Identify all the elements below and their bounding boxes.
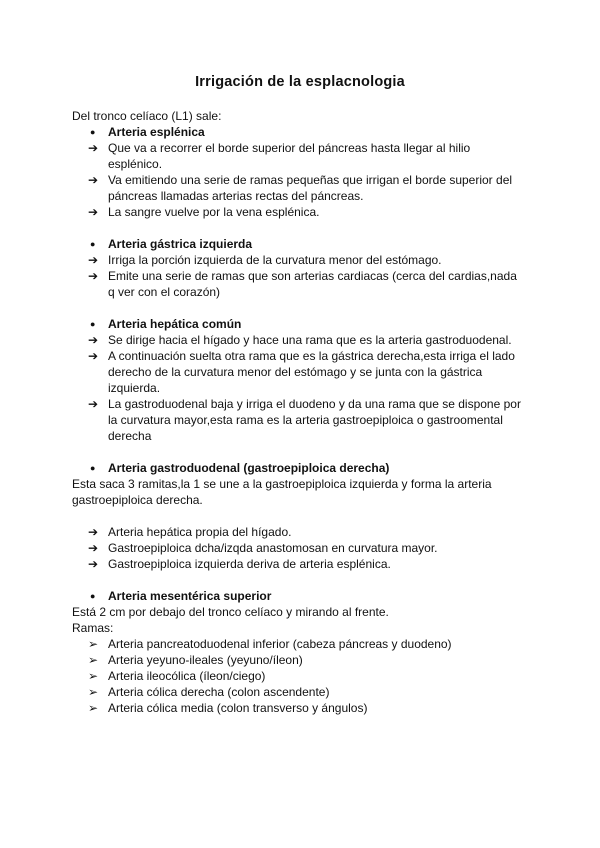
arrow-icon: ➔ (88, 525, 99, 539)
bullet-icon: ● (90, 127, 96, 137)
list-item: Que va a recorrer el borde superior del páncreas hasta llegar al hilio esplénico. (108, 141, 471, 171)
list-item: Arteria hepática propia del hígado. (108, 525, 292, 539)
bullet-icon: ● (90, 591, 96, 601)
arrow-icon: ➔ (88, 397, 99, 411)
bullet-icon: ● (90, 319, 96, 329)
list-item: Arteria ileocólica (íleon/ciego) (108, 669, 266, 683)
bullet-icon: ● (90, 239, 96, 249)
page-title: Irrigación de la esplacnologia (195, 74, 405, 90)
section-heading: Arteria mesentérica superior (108, 589, 272, 603)
bullet-icon: ● (90, 463, 96, 473)
intro-text: Del tronco celíaco (L1) sale: (72, 109, 222, 123)
arrow-icon: ➔ (88, 333, 99, 347)
list-item: La sangre vuelve por la vena esplénica. (108, 205, 320, 219)
section-heading: Arteria esplénica (108, 125, 205, 139)
arrow-icon: ➔ (88, 269, 99, 283)
section-heading: Arteria gastroduodenal (gastroepiploica derecha) (108, 461, 390, 475)
triangle-arrow-icon: ➢ (88, 701, 99, 715)
list-item: Arteria cólica derecha (colon ascendente) (108, 685, 330, 699)
triangle-arrow-icon: ➢ (88, 653, 99, 667)
arrow-icon: ➔ (88, 541, 99, 555)
arrow-icon: ➔ (88, 253, 99, 267)
list-item: Irriga la porción izquierda de la curvatura menor del estómago. (108, 253, 442, 267)
list-item: A continuación suelta otra rama que es la gástrica derecha,esta irriga el lado derecho de la curvatura menor del estómago y se junta con la gástrica izquierda. (108, 349, 515, 395)
list-item: Va emitiendo una serie de ramas pequeñas que irrigan el borde superior del páncreas llamadas arterias rectas del páncreas. (108, 173, 513, 203)
list-item: La gastroduodenal baja y irriga el duodeno y da una rama que se dispone por la curvatura mayor,esta rama es la arteria gastroepiploica o gastroomental derecha (108, 397, 521, 443)
arrow-icon: ➔ (88, 173, 99, 187)
section-heading: Arteria hepática común (108, 317, 242, 331)
list-item: Arteria cólica media (colon transverso y ángulos) (108, 701, 368, 715)
arrow-icon: ➔ (88, 349, 99, 363)
paragraph-text: Esta saca 3 ramitas,la 1 se une a la gastroepiploica izquierda y forma la arteria gastroepiploica derecha. (72, 477, 492, 507)
arrow-icon: ➔ (88, 557, 99, 571)
triangle-arrow-icon: ➢ (88, 669, 99, 683)
list-item: Emite una serie de ramas que son arterias cardiacas (cerca del cardias,nada q ver con el corazón) (108, 269, 517, 299)
triangle-arrow-icon: ➢ (88, 637, 99, 651)
triangle-arrow-icon: ➢ (88, 685, 99, 699)
list-item: Arteria pancreatoduodenal inferior (cabeza páncreas y duodeno) (108, 637, 452, 651)
list-item: Gastroepiploica dcha/izqda anastomosan en curvatura mayor. (108, 541, 438, 555)
arrow-icon: ➔ (88, 205, 99, 219)
list-item: Se dirige hacia el hígado y hace una rama que es la arteria gastroduodenal. (108, 333, 512, 347)
list-item: Arteria yeyuno-ileales (yeyuno/íleon) (108, 653, 303, 667)
paragraph-text: Está 2 cm por debajo del tronco celíaco y mirando al frente. Ramas: (72, 605, 389, 635)
list-item: Gastroepiploica izquierda deriva de arteria esplénica. (108, 557, 391, 571)
arrow-icon: ➔ (88, 141, 99, 155)
section-heading: Arteria gástrica izquierda (108, 237, 253, 251)
